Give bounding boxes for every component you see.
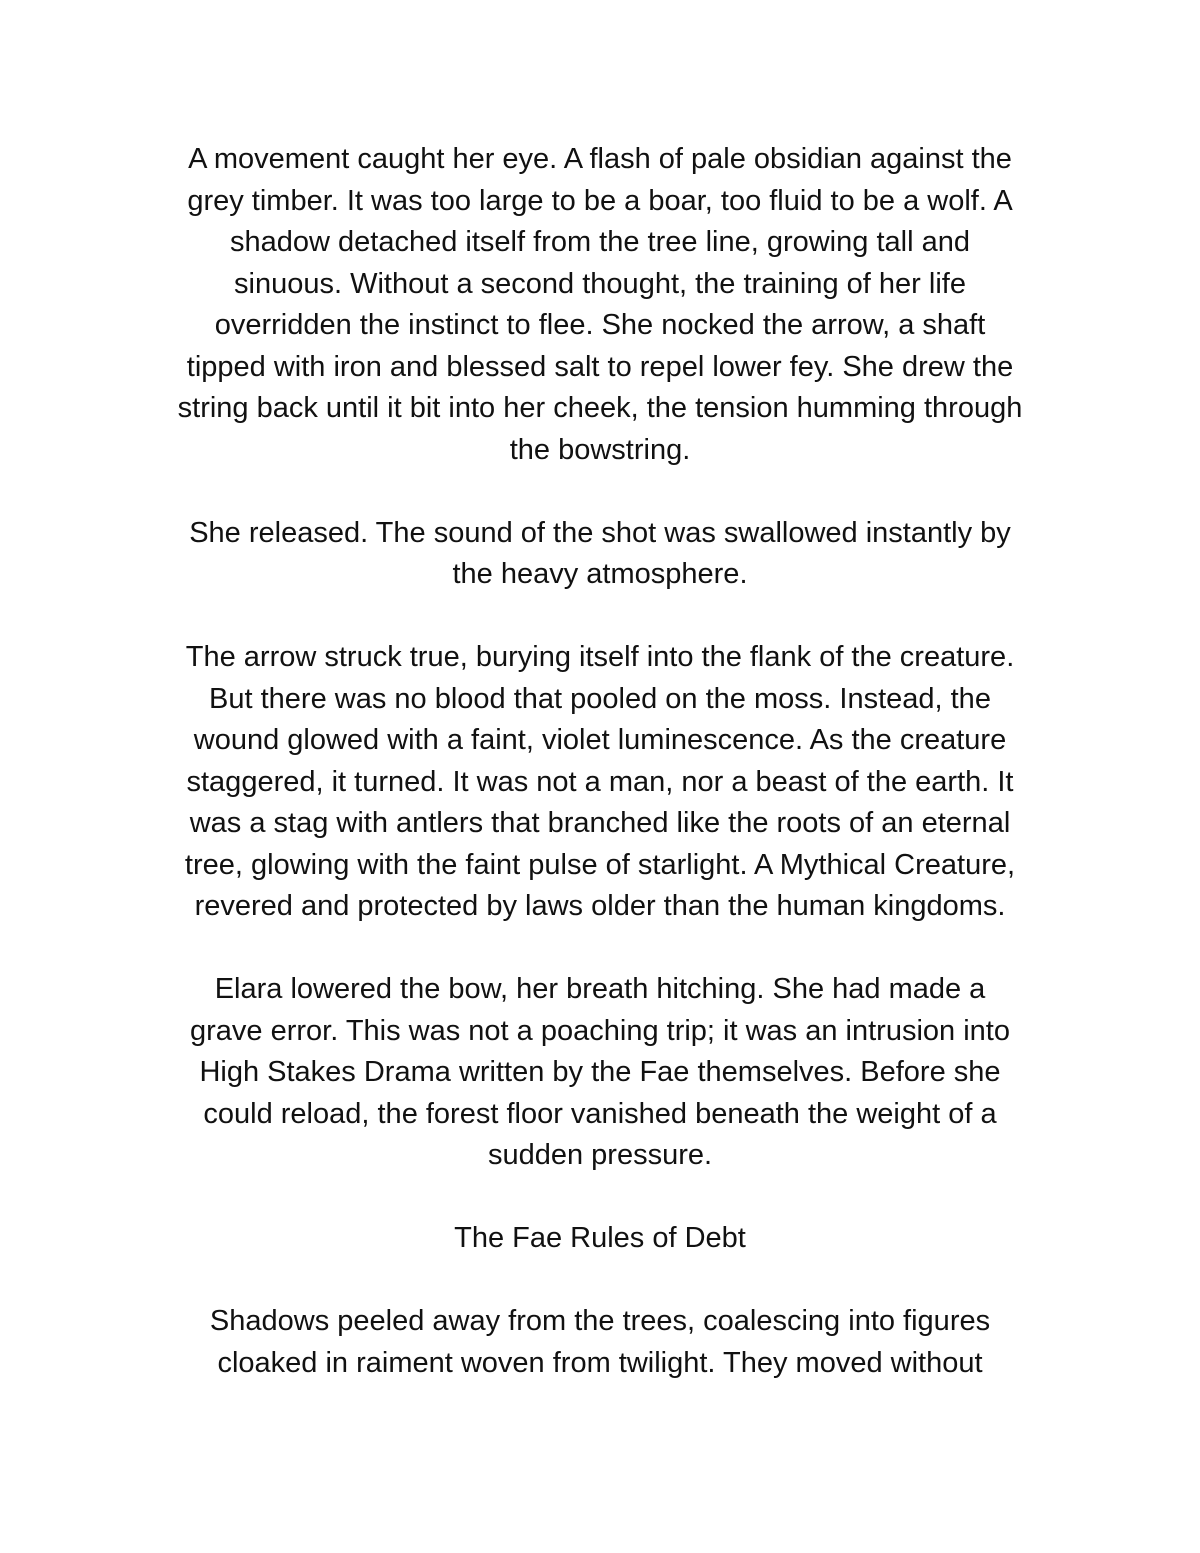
paragraph-movement: A movement caught her eye. A flash of pale obsidian against the grey timber. It was too large to be a boar, too fluid to be a wolf. A shadow detached itself from the tree line, growing tall and sinuous. Without a second thought, the training of her life overridden the instinct to flee. She nocked the arrow, a shaft tipped with iron and blessed salt to repel lower fey. She drew the string back until it bit into her cheek, the tension humming through the bowstring. bbox=[177, 143, 1023, 466]
paragraph-shadows: Shadows peeled away from the trees, coalescing into figures cloaked in raiment woven from twilight. They moved without bbox=[209, 1305, 991, 1379]
body-text bbox=[140, 139, 1060, 1384]
section-heading: The Fae Rules of Debt bbox=[454, 1222, 746, 1254]
paragraph-elara: Elara lowered the bow, her breath hitching. She had made a grave error. This was not a poaching trip; it was an intrusion into High Stakes Drama written by the Fae themselves. Before she could reload, the forest floor vanished beneath the weight of a sudden pressure. bbox=[190, 973, 1010, 1171]
paragraph-released: She released. The sound of the shot was swallowed instantly by the heavy atmosphere. bbox=[189, 516, 1011, 590]
paragraph-arrow-struck: The arrow struck true, burying itself into the flank of the creature. But there was no blood that pooled on the moss. Instead, the wound glowed with a faint, violet luminescence. As the creature staggered, it turned. It was not a man, nor a beast of the earth. It was a stag with antlers that branched like the roots of an eternal tree, glowing with the faint pulse of starlight. A Mythical Creature, revered and protected by laws older than the human kingdoms. bbox=[184, 641, 1016, 922]
